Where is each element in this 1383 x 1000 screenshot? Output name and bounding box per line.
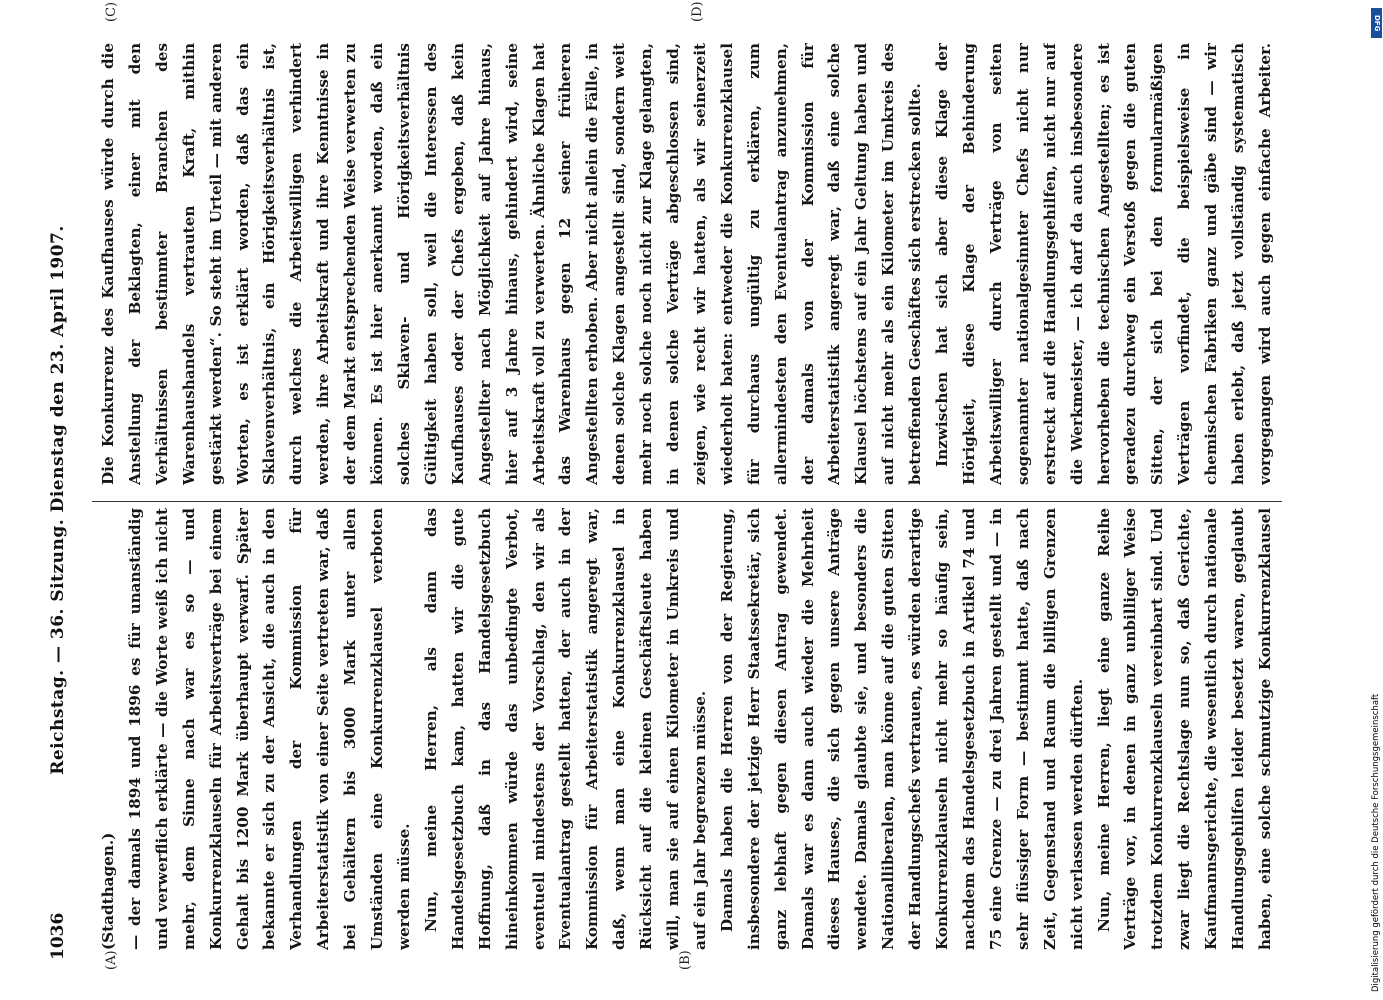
column-divider xyxy=(92,501,1282,502)
paragraph: — der damals 1894 und 1896 es für unanständig und verwerflich erklärte — die Worte weiß ich nicht mehr, dem Sinne nach war es so — und Konkurrenzklauseln für Arbeitsverträge bei einem Gehalt bis 1200 Mark überhaupt verwarf. Später bekannte er sich zu der Ansicht, die auch in den Verhandlungen der Kommission für Arbeiterstatistik von einer Seite vertreten war, daß bei Gehältern bis 3000 Mark unter allen Umständen eine Konkurrenzklausel verboten werden müsse. xyxy=(125,508,413,950)
margin-marker-d: (D) xyxy=(690,1,705,22)
credit-text: Digitalisierung gefördert durch die Deutsche Forschungsgemeinschaft xyxy=(1371,693,1381,992)
running-head: Reichstag. — 36. Sitzung. Dienstag den 23. April 1907. xyxy=(48,225,68,775)
page-number: 1036 xyxy=(48,912,68,960)
margin-marker-a: (A) xyxy=(104,950,119,970)
paragraph: Die Konkurrenz des Kaufhauses würde durch die Anstellung der Beklagten, einer mit den Verhältnissen bestimmter Branchen des Warenhaushandels vertrauten Kraft, mithin gestärkt werden“. So steht im Urteil — mit anderen Worten, es ist erklärt worden, daß das ein Sklavenverhältnis, ein Hörigkeitsverhältnis ist, durch welches die Arbeitswilligen verhindert werden, ihre Arbeitskraft und ihre Kenntnisse in der dem Markt entsprechenden Weise verwerten zu können. Es ist hier anerkannt worden, daß ein solches Sklaven- und Hörigkeitsverhältnis Gültigkeit haben soll, weil die Interessen des Kaufhauses oder der Chefs ergeben, daß kein Angestellter nach Möglichkeit auf Jahre hinaus, hier auf 3 Jahre hinaus, gehindert wird, seine Arbeitskraft voll zu verwerten. Ähnliche Klagen hat das Warenhaus gegen 12 seiner früheren Angestellten erhoben. Aber nicht allein die Fälle, in denen solche Klagen angestellt sind, sondern weit mehr noch solche noch nicht zur Klage gelangten, in denen solche Verträge abgeschlossen sind, zeigen, wie recht wir hatten, als wir seinerzeit wiederholt baten: entweder die Konkurrenzklausel für durchaus ungültig zu erklären, zum allermindesten den Eventualantrag anzunehmen, der damals von der Kommission für Arbeiterstatistik angeregt war, daß eine solche Klausel höchstens auf ein Jahr Geltung haben und auf nicht mehr als ein Kilometer im Umkreis des betreffenden Geschäftes sich erstrecken sollte. xyxy=(99,43,925,485)
paragraph: Nun, meine Herren, als dann das Handelsgesetzbuch kam, hatten wir die gute Hoffnung, daß in das Handelsgesetzbuch hineinkommen würde das unbedingte Verbot, eventuell mindestens der Vorschlag, den wir als Eventualantrag gestellt hatten, der auch in der Kommission für Arbeiterstatistik angeregt war, daß, wenn man eine Konkurrenzklausel in Rücksicht auf die kleinen Geschäftsleute haben will, man sie auf einen Kilometer in Umkreis und auf ein Jahr begrenzen müsse. xyxy=(421,508,709,950)
digitization-credit xyxy=(1371,0,1383,1000)
paragraph: Inzwischen hat sich aber diese Klage der Hörigkeit, diese Klage der Behinderung Arbeitswilliger durch Verträge von seiten sogenannter nationalgesinnter Chefs nicht nur erstreckt auf die Handlungsgehilfen, nicht nur auf die Werkmeister, — ich darf da auch insbesondere hervorheben die technischen Angestellten; es ist geradezu durchweg ein Verstoß gegen die guten Sitten, der sich bei den formularmäßigen Verträgen vorfindet, die beispielsweise in chemischen Fabriken ganz und gäbe sind — wir haben erlebt, daß jetzt vollständig systematisch vorgegangen wird auch gegen einfache Arbeiter. xyxy=(933,43,1274,485)
dfg-logo: DFG xyxy=(1371,8,1382,38)
speaker-name: (Stadthagen.) xyxy=(99,832,117,950)
margin-marker-c: (C) xyxy=(104,1,119,22)
right-column xyxy=(95,43,1275,485)
page-header xyxy=(48,0,78,1000)
margin-marker-b: (B) xyxy=(678,950,693,970)
paragraph: Damals haben die Herren von der Regierung, insbesondere der jetzige Herr Staatssekretär, sich ganz lebhaft gegen diesen Antrag gewendet. Damals war es dann auch wieder die Mehrheit dieses Hauses, die sich gegen unsere Anträge wendete. Damals glaubte sie, und besonders die Nationalliberalen, man könne auf die guten Sitten der Handlungschefs vertrauen, es würden derartige Konkurrenzklauseln nicht mehr so häufig sein, nachdem das Handelsgesetzbuch in Artikel 74 und 75 eine Grenze — zu drei Jahren gestellt und — in sehr flüssiger Form — bestimmt hatte, daß nach Zeit, Gegenstand und Raum die billigen Grenzen nicht verlassen werden dürften. xyxy=(717,508,1086,950)
left-column xyxy=(95,508,1275,950)
paragraph: Nun, meine Herren, liegt eine ganze Reihe Verträge vor, in denen in ganz unbilliger Weise trotzdem Konkurrenzklauseln vereinbart sind. Und zwar liegt die Rechtslage nun so, daß Gerichte, Kaufmannsgerichte, die wesentlich durch nationale Handlungsgehilfen leider besetzt waren, geglaubt haben, eine solche schmutzige Konkurrenzklausel xyxy=(1094,508,1274,950)
